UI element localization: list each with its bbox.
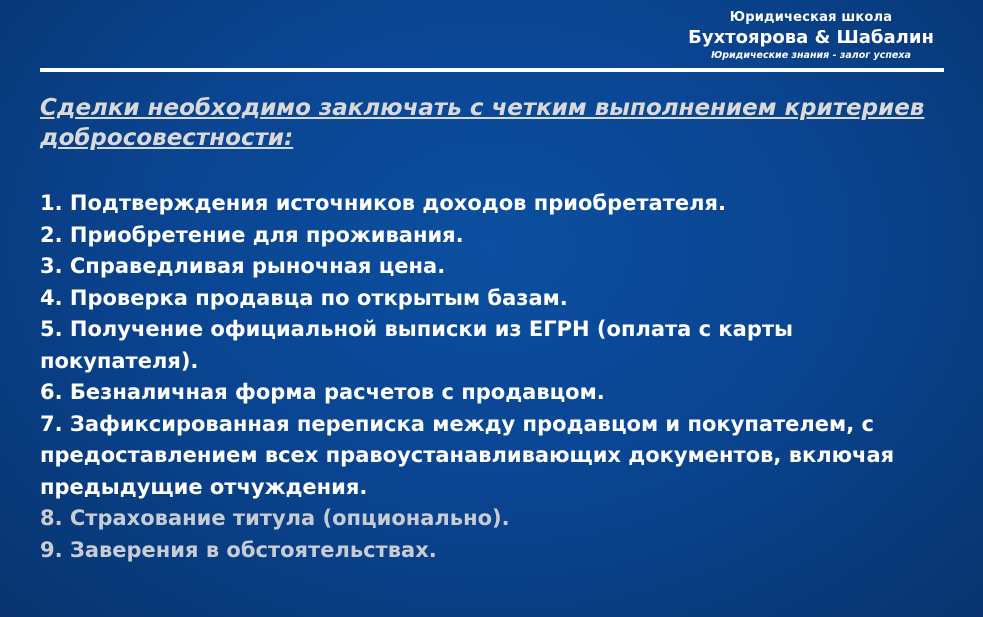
brand-name: Бухтоярова & Шабалин [688, 27, 934, 48]
list-item: 3. Справедливая рыночная цена. [40, 254, 446, 278]
list-item: 4. Проверка продавца по открытым базам. [40, 285, 568, 310]
slide-heading: Сделки необходимо заключать с четким выполнением критериев добросовестности: [40, 95, 925, 151]
brand-logo [681, 10, 941, 62]
list-item: 5. Получение официальной выписки из ЕГРН (оплата с карты покупателя). [40, 317, 801, 373]
brand-school-label: Юридическая школа [729, 10, 893, 25]
list-item: 6. Безналичная форма расчетов с продавцом. [40, 380, 605, 404]
list-item: 1. Подтверждения источников доходов приобретателя. [40, 191, 726, 215]
list-item: 9. Заверения в обстоятельствах. [40, 537, 437, 562]
brand-slogan: Юридические знания - залог успеха [711, 50, 911, 61]
criteria-list [40, 188, 955, 566]
header-divider [40, 68, 944, 72]
list-item: 2. Приобретение для проживания. [40, 222, 464, 247]
list-item: 7. Зафиксированная переписка между продавцом и покупателем, с предоставлением всех правоустанавливающих документов, включая предыдущие отчуждения. [40, 411, 909, 499]
list-item: 8. Страхование титула (опционально). [40, 506, 510, 530]
